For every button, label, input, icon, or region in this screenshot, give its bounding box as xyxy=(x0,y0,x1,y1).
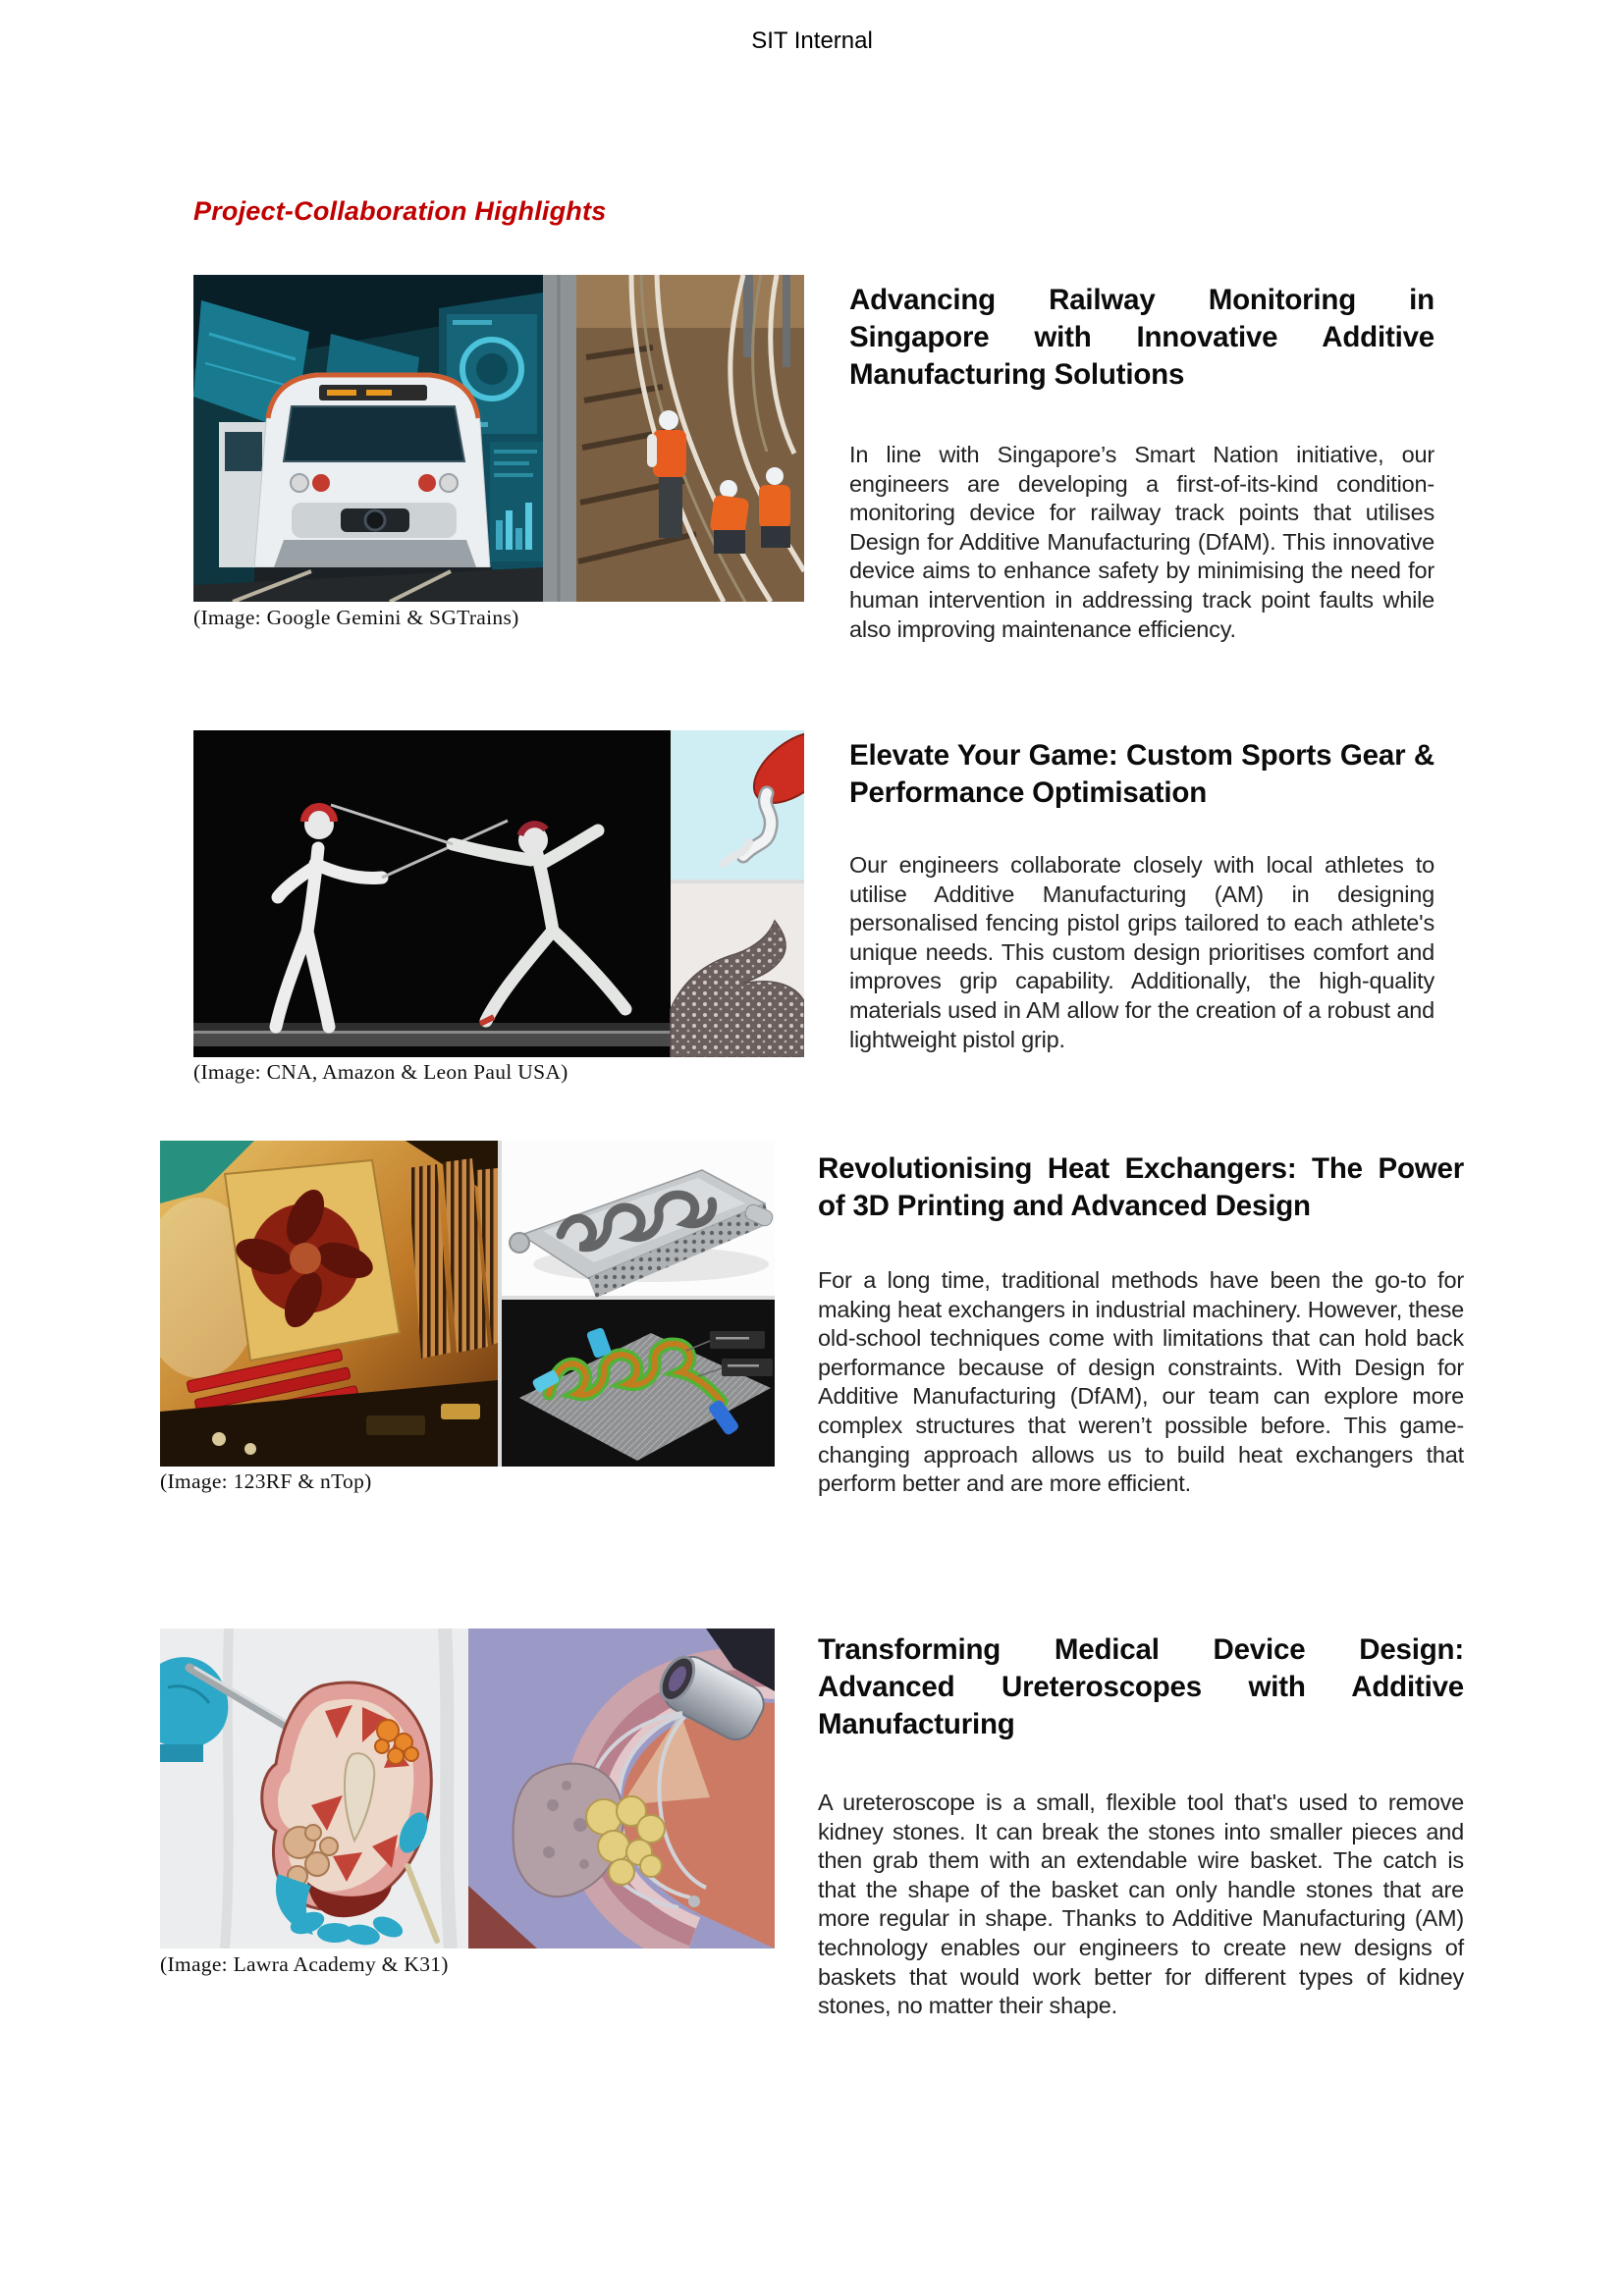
fencing-section-body: Our engineers collaborate closely with local athletes to utilise Additive Manufacturing (AM) in designing personalised fencing pistol grips tailored to each athlete's unique needs. This custom design prioritises comfort and improves grip capability. Additionally, the high-quality materials used in AM allow for the creation of a robust and lightweight pistol grip. xyxy=(849,852,1435,1052)
medical-section-body: A ureteroscope is a small, flexible tool that's used to remove kidney stones. It can break the stones into smaller pieces and then grab them with an extendable wire basket. The catch is that the shape of the basket can only handle stones that are more regular in shape. Thanks to Additive Manufacturing (AM) technology enables our engineers to create new designs of baskets that would work better for different types of kidney stones, no matter their shape. xyxy=(818,1789,1464,2019)
heat-exchanger-section-text xyxy=(818,1150,1464,1499)
heat-exchanger-illustration xyxy=(160,1141,775,1467)
heat-exchanger-section-body: For a long time, traditional methods have been the go-to for making heat exchangers in industrial machinery. However, these old-school techniques come with limitations that can hold back performance because of design constraints. With Design for Additive Manufacturing (DfAM), our team can explore more complex structures that weren’t possible before. This game-changing approach allows us to build heat exchangers that perform better and are more efficient. xyxy=(818,1267,1464,1497)
heat-exchanger-image-caption: (Image: 123RF & nTop) xyxy=(160,1469,372,1493)
railway-section-heading: Advancing Railway Monitoring in Singapore with Innovative Additive Manufacturing Solutions xyxy=(849,284,1435,391)
heat-exchanger-section-heading: Revolutionising Heat Exchangers: The Power of 3D Printing and Advanced Design xyxy=(818,1152,1464,1222)
railway-illustration xyxy=(193,275,804,602)
fencing-section-heading: Elevate Your Game: Custom Sports Gear & Performance Optimisation xyxy=(849,739,1435,809)
medical-section-text xyxy=(818,1631,1464,2021)
railway-section-body: In line with Singapore’s Smart Nation initiative, our engineers are developing a first-of-its-kind condition-monitoring device for railway track points that utilises Design for Additive Manufacturing (DfAM). This innovative device aims to enhance safety by minimising the need for human intervention in addressing track point faults while also improving maintenance efficiency. xyxy=(849,442,1435,642)
medical-collage-image xyxy=(160,1629,775,1949)
document-classification-header: SIT Internal xyxy=(751,27,873,54)
medical-image-caption: (Image: Lawra Academy & K31) xyxy=(160,1952,449,1976)
railway-collage-image xyxy=(193,275,804,602)
medical-section-heading: Transforming Medical Device Design: Advanced Ureteroscopes with Additive Manufacturing xyxy=(818,1633,1464,1740)
heat-exchanger-collage-image xyxy=(160,1141,775,1467)
railway-image-caption: (Image: Google Gemini & SGTrains) xyxy=(193,606,519,629)
fencing-image-caption: (Image: CNA, Amazon & Leon Paul USA) xyxy=(193,1060,568,1084)
fencing-section-text xyxy=(849,737,1435,1054)
fencing-illustration xyxy=(193,730,804,1057)
fencing-collage-image xyxy=(193,730,804,1057)
railway-section-text xyxy=(849,282,1435,644)
page-title: Project-Collaboration Highlights xyxy=(193,196,607,226)
ureteroscope-illustration xyxy=(160,1629,775,1949)
